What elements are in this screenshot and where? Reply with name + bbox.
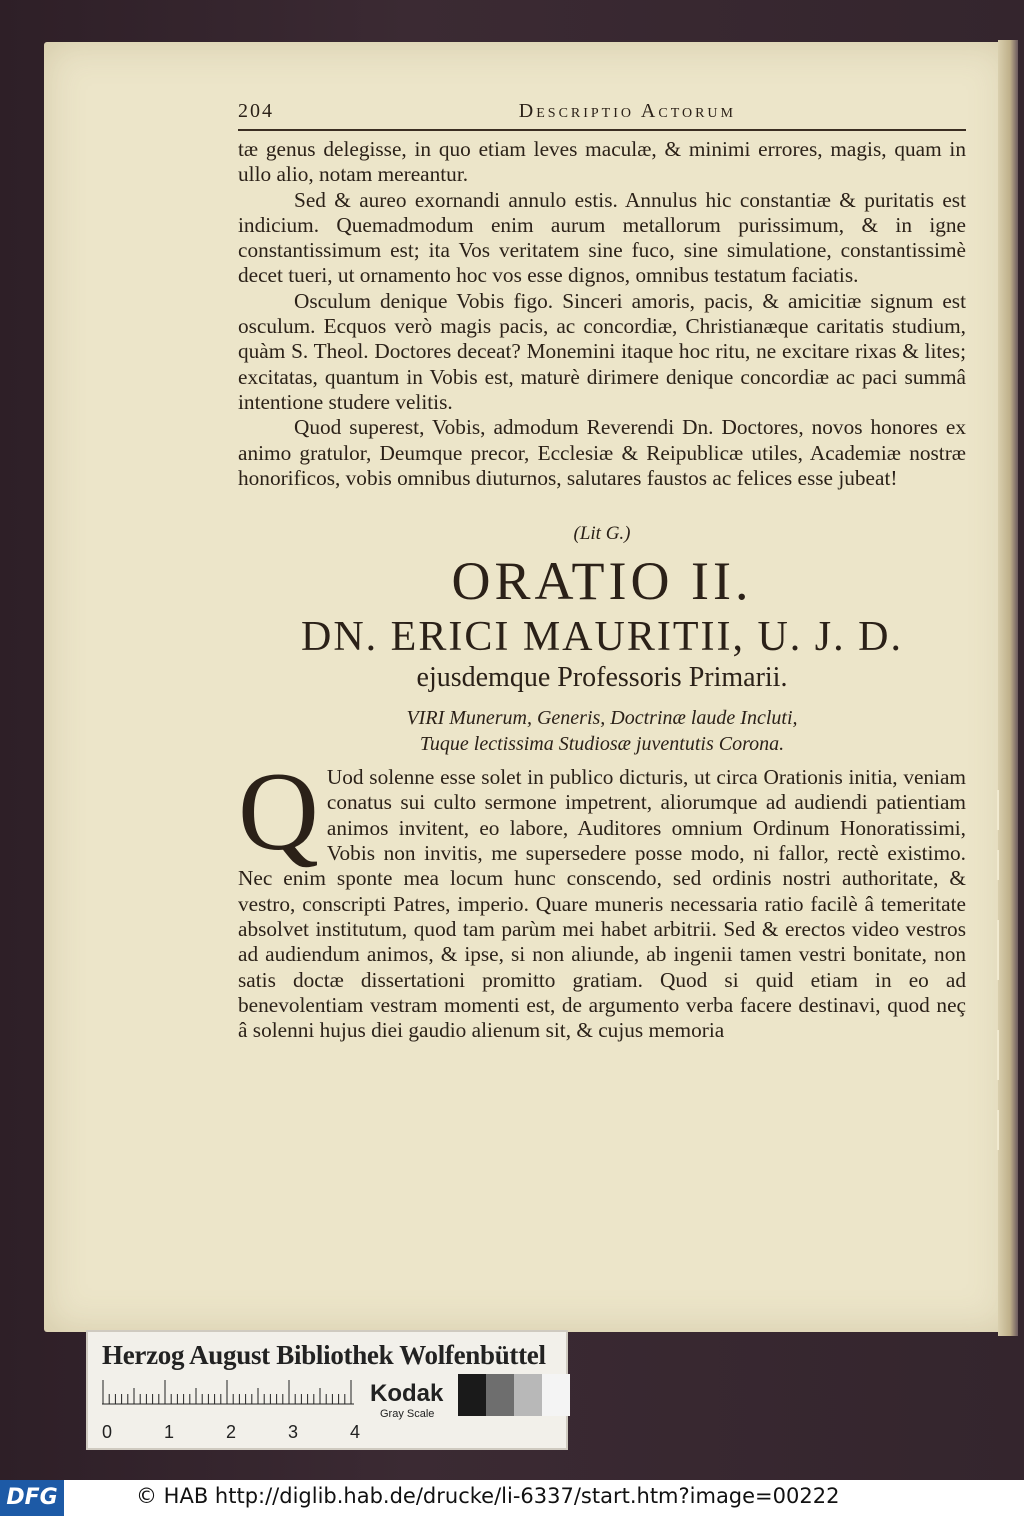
author-name: DN. ERICI MAURITII, U. J. D. xyxy=(301,614,903,661)
oration-heading: ORATIO II. xyxy=(451,551,753,612)
address-line-2: Tuque lectissima Studiosæ juventutis Corona. xyxy=(419,733,785,756)
section-reference: (Lit G.) xyxy=(573,523,631,545)
page-text-block xyxy=(238,100,966,1043)
ruler-number-3: 3 xyxy=(288,1422,299,1442)
oration-paragraph xyxy=(238,750,966,1043)
running-head xyxy=(238,100,966,123)
dfg-logo: DFG xyxy=(0,1480,64,1516)
ruler-number-0: 0 xyxy=(102,1422,113,1442)
ruler-number-1: 1 xyxy=(164,1422,175,1442)
swatch-light-gray xyxy=(514,1374,542,1416)
header-rule xyxy=(238,129,966,131)
footer-bar xyxy=(0,1480,1024,1516)
swatch-white xyxy=(542,1374,570,1416)
copyright-link[interactable]: © HAB http://diglib.hab.de/drucke/li-6337/start.htm?image=00222 xyxy=(136,1484,840,1508)
ruler-scale xyxy=(102,1380,354,1406)
ruler-number-2: 2 xyxy=(226,1422,237,1442)
page-number: 204 xyxy=(238,100,274,122)
author-title: ejusdemque Professoris Primarii. xyxy=(416,662,788,694)
address-lines xyxy=(238,705,966,757)
gray-swatches xyxy=(458,1374,570,1416)
ruler-number-4: 4 xyxy=(350,1422,361,1442)
swatch-black xyxy=(458,1374,486,1416)
paragraph-annulus: Sed & aureo exornandi annulo estis. Annulus hic constantiæ & puritatis est indicium. Quemadmodum enim aurum metallorum purissimum, & in igne constantissimum est; ita Vos veritatem sine fuco, sine simulatione, constantissimè decet tueri, ut ornamento hoc vos esse dignos, omnibus testatum faciatis. xyxy=(238,187,966,288)
library-color-card xyxy=(86,1330,568,1450)
running-title: Descriptio Actorum xyxy=(518,100,736,122)
drop-cap: Q xyxy=(238,750,319,875)
oration-text: Uod solenne esse solet in publico dicturis, ut circa Orationis initia, veniam conatus sui culto sermone impetrent, aliorumque ad audiendi patientiam animos invitent, eo labore, Auditores omnium Ordinum Honoratissimi, Vobis non invitis, me supersedere posse modo, ni fallor, rectè existimo. Nec enim sponte mea locum hunc conscendo, sed ordinis nostri authoritate, & vestro, conscripti Patres, imperio. Quare muneris necessaria ratio facilè â temeritate absolvet institutum, quod tam parùm mei habet arbitrii. Sed & erectos video vestros ad audiendum animos, & ipse, si non aliunde, ab ingenii tamen vestri bonitate, non satis doctæ dissertationi promitto gratiam. Quod si quid etiam in eo ad benevolentiam vestram momenti est, de argumento verba facere destinavi, quod neç â solenni hujus diei gaudio alienum sit, & cujus memoria xyxy=(238,765,966,1043)
kodak-logo: Kodak xyxy=(370,1380,444,1407)
paragraph-continuation: tæ genus delegisse, in quo etiam leves maculæ, & minimi errores, magis, quam in ullo alio, notam mereantur. xyxy=(238,137,966,187)
paragraph-conclusion: Quod superest, Vobis, admodum Reverendi Dn. Doctores, novos honores ex animo gratulor, Deumque precor, Ecclesiæ & Reipublicæ utiles, Academiæ nostræ honorificos, vobis omnibus diuturnos, salutares faustos ac felices esse jubeat! xyxy=(238,415,966,490)
library-name: Herzog August Bibliothek Wolfenbüttel xyxy=(102,1340,546,1370)
swatch-dark-gray xyxy=(486,1374,514,1416)
paragraph-osculum: Osculum denique Vobis figo. Sinceri amoris, pacis, & amicitiæ signum est osculum. Ecquos verò magis pacis, ac concordiæ, Christianæque caritatis studium, quàm S. Theol. Doctores deceat? Monemini itaque hoc ritu, ne excitare rixas & lites; excitatas, quantum in Vobis est, maturè dirimere denique concordiæ ac paci summâ intentione studere velitis. xyxy=(238,288,966,414)
margin-marks xyxy=(994,790,1002,1170)
gray-scale-label: Gray Scale xyxy=(380,1408,435,1420)
address-line-1: VIRI Munerum, Generis, Doctrinæ laude Incluti, xyxy=(406,707,798,730)
